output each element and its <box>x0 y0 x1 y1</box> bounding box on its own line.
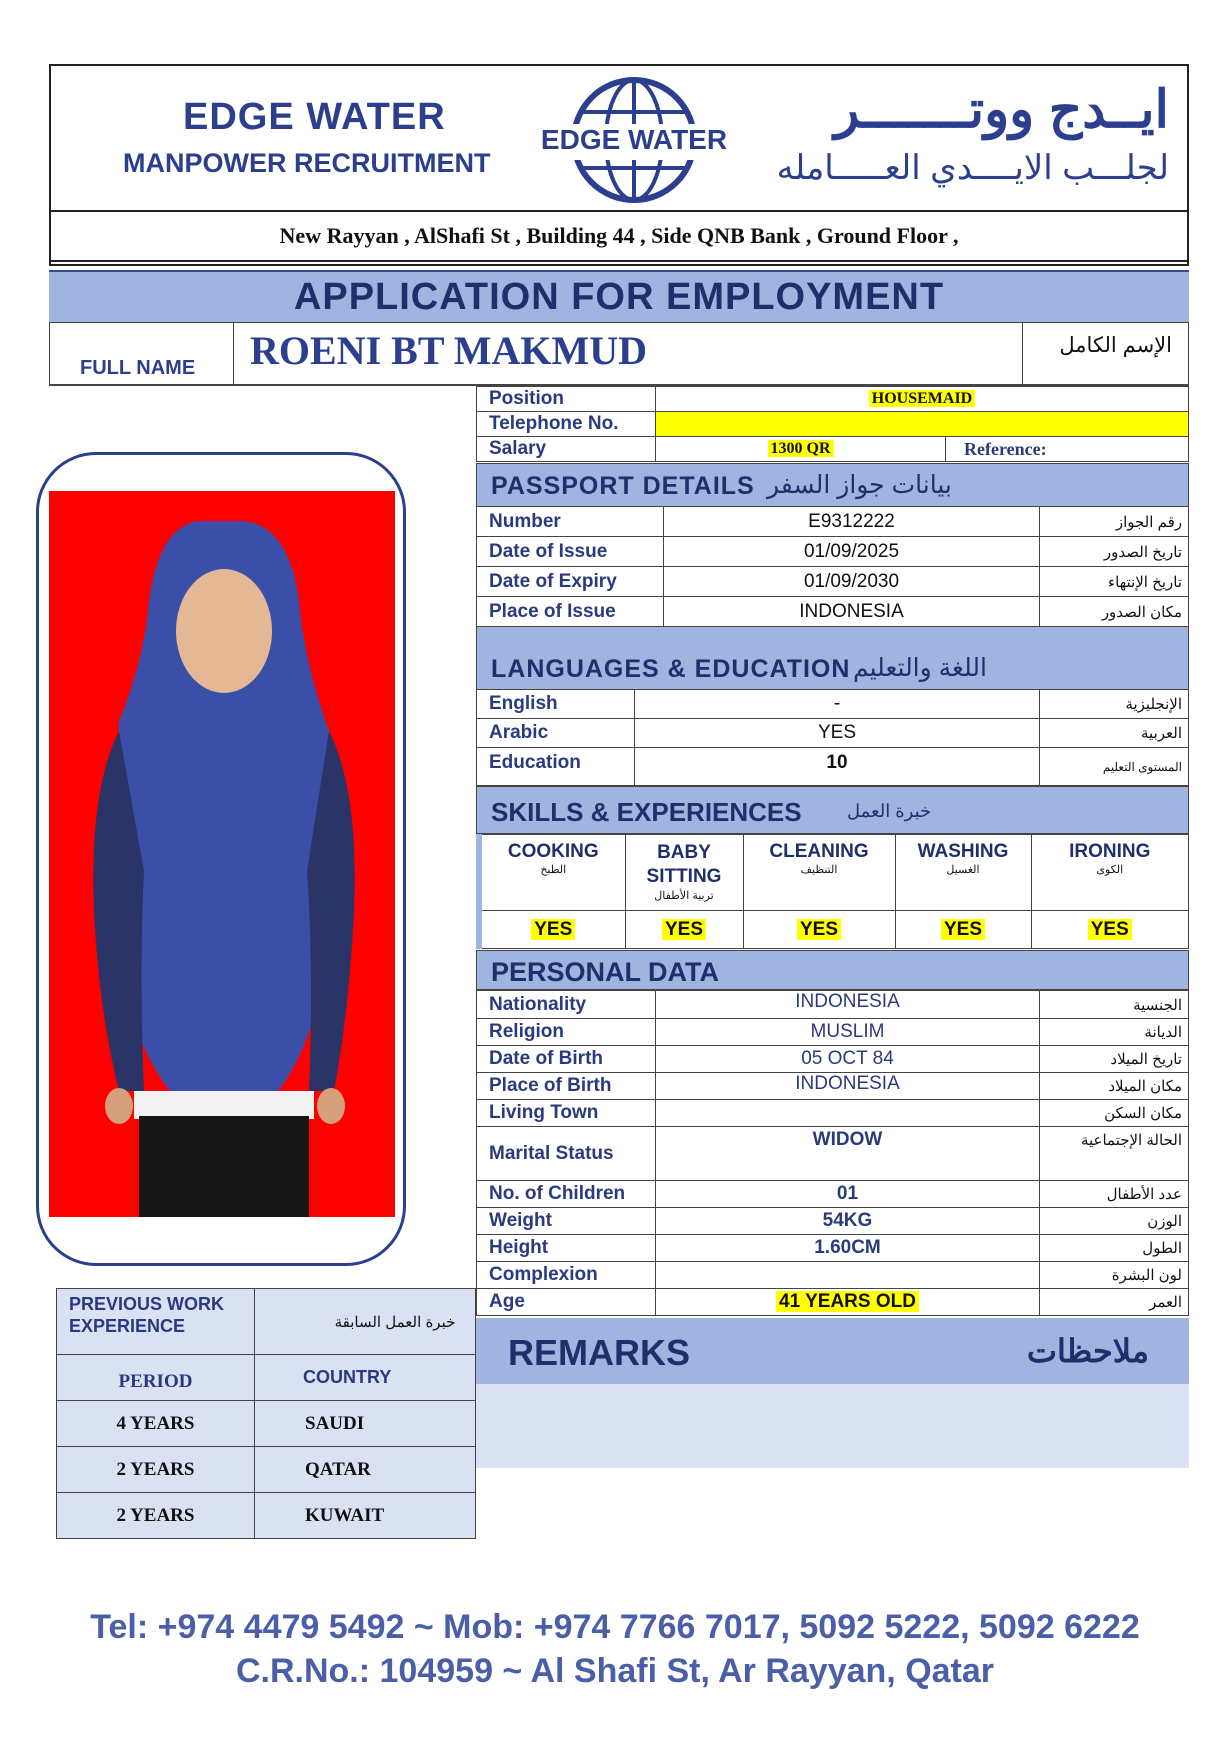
complexion-value <box>656 1262 1040 1289</box>
english-ar: الإنجليزية <box>1040 690 1189 719</box>
expiry-date-ar: تاريخ الإنتهاء <box>1040 567 1189 597</box>
living-town-label: Living Town <box>477 1100 656 1127</box>
work-experience-table <box>56 1288 476 1539</box>
applicant-photo <box>49 491 395 1217</box>
expiry-date-label: Date of Expiry <box>477 567 664 597</box>
expiry-date-value: 01/09/2030 <box>664 567 1040 597</box>
footer-contact: Tel: +974 4479 5492 ~ Mob: +974 7766 7017, 5092 5222, 5092 6222 <box>90 1608 1140 1646</box>
arabic-value: YES <box>635 719 1040 748</box>
position-value-cell <box>656 387 1189 412</box>
full-name-label-cell <box>50 323 234 385</box>
religion-value: MUSLIM <box>656 1019 1040 1046</box>
age-value: 41 YEARS OLD <box>776 1291 919 1312</box>
full-name-label: FULL NAME <box>80 357 196 379</box>
dob-value: 05 OCT 84 <box>656 1046 1040 1073</box>
passport-title: PASSPORT DETAILS <box>491 472 755 500</box>
table-row <box>57 1447 476 1493</box>
skill-washing-ar: الغسيل <box>946 864 980 876</box>
person-photo-icon <box>49 491 395 1217</box>
languages-table <box>476 689 1189 786</box>
height-ar: الطول <box>1040 1235 1189 1262</box>
skills-title-ar: خبرة العمل <box>847 801 932 821</box>
education-label: Education <box>477 748 635 786</box>
passport-header <box>476 463 1189 507</box>
education-ar: المستوى التعليم <box>1040 748 1189 786</box>
skill-cleaning-value: YES <box>797 919 841 940</box>
work-experience-title: PREVIOUS WORK EXPERIENCE <box>57 1289 255 1355</box>
personal-header <box>476 950 1189 990</box>
personal-table <box>476 990 1189 1316</box>
passport-row <box>477 567 1189 597</box>
arabic-ar: العربية <box>1040 719 1189 748</box>
complexion-label: Complexion <box>477 1262 656 1289</box>
passport-table <box>476 506 1189 627</box>
weight-value: 54KG <box>656 1208 1040 1235</box>
issue-date-ar: تاريخ الصدور <box>1040 537 1189 567</box>
arabic-label: Arabic <box>477 719 635 748</box>
skills-names-row <box>479 835 1189 911</box>
passport-number-value: E9312222 <box>664 507 1040 537</box>
height-value: 1.60CM <box>656 1235 1040 1262</box>
skills-title: SKILLS & EXPERIENCES <box>491 797 802 827</box>
salary-value: 1300 QR <box>768 440 834 457</box>
dob-ar: تاريخ الميلاد <box>1040 1046 1189 1073</box>
full-name-row <box>49 322 1189 386</box>
full-name-label-ar: الإسم الكامل <box>1059 334 1172 357</box>
age-ar: العمر <box>1040 1289 1189 1316</box>
skill-washing-label: WASHING <box>917 841 1009 862</box>
dob-label: Date of Birth <box>477 1046 656 1073</box>
passport-title-ar: بيانات جواز السفر <box>767 471 952 499</box>
marital-status-label: Marital Status <box>477 1127 656 1181</box>
skill-cooking-label: COOKING <box>507 841 599 862</box>
reference-label: Reference: <box>946 437 1189 462</box>
period-header: PERIOD <box>57 1355 255 1401</box>
country-header: COUNTRY <box>255 1355 476 1401</box>
company-subtitle-en: MANPOWER RECRUITMENT <box>123 148 491 178</box>
skill-baby-sitting-label: BABY SITTING <box>646 842 722 887</box>
remarks-title: REMARKS <box>508 1332 691 1373</box>
age-label: Age <box>477 1289 656 1316</box>
skill-ironing-label: IRONING <box>1069 841 1151 862</box>
logo-text: EDGE WATER <box>540 124 728 155</box>
full-name-value: ROENI BT MAKMUD <box>250 328 648 373</box>
company-subtitle-ar: لجلـــب الايــــدي العـــــامله <box>776 149 1169 187</box>
issue-place-value: INDONESIA <box>664 597 1040 627</box>
living-town-ar: مكان السكن <box>1040 1100 1189 1127</box>
skill-cleaning-label: CLEANING <box>769 841 869 862</box>
country-cell: QATAR <box>255 1447 476 1493</box>
period-cell: 2 YEARS <box>57 1447 255 1493</box>
skill-cooking-value: YES <box>531 919 575 940</box>
remarks-title-ar: ملاحظات <box>1026 1333 1149 1369</box>
company-logo <box>536 72 732 208</box>
issue-place-label: Place of Issue <box>477 597 664 627</box>
photo-frame <box>36 452 406 1266</box>
birthplace-label: Place of Birth <box>477 1073 656 1100</box>
skills-table <box>476 834 1189 949</box>
skill-washing <box>895 835 1031 911</box>
skill-cooking-ar: الطبخ <box>540 864 567 876</box>
english-value: - <box>635 690 1040 719</box>
skill-cleaning <box>743 835 895 911</box>
salary-value-cell <box>656 437 946 462</box>
skill-cooking <box>479 835 625 911</box>
religion-ar: الديانة <box>1040 1019 1189 1046</box>
languages-header <box>476 626 1189 690</box>
languages-title-ar: اللغة والتعليم <box>853 654 987 682</box>
marital-status-value: WIDOW <box>656 1127 1040 1181</box>
table-row <box>57 1493 476 1539</box>
weight-ar: الوزن <box>1040 1208 1189 1235</box>
skills-values-row <box>479 911 1189 949</box>
company-address: New Rayyan , AlShafi St , Building 44 , Side QNB Bank , Ground Floor , <box>51 210 1187 262</box>
religion-label: Religion <box>477 1019 656 1046</box>
children-value: 01 <box>656 1181 1040 1208</box>
letterhead <box>49 64 1189 266</box>
position-table <box>476 386 1189 462</box>
telephone-label: Telephone No. <box>477 412 656 437</box>
marital-status-ar: الحالة الإجتماعية <box>1040 1127 1189 1181</box>
children-label: No. of Children <box>477 1181 656 1208</box>
birthplace-ar: مكان الميلاد <box>1040 1073 1189 1100</box>
complexion-ar: لون البشرة <box>1040 1262 1189 1289</box>
skill-ironing-value-cell <box>1031 911 1189 949</box>
footer-registration: C.R.No.: 104959 ~ Al Shafi St, Ar Rayyan, Qatar <box>235 1652 995 1690</box>
weight-label: Weight <box>477 1208 656 1235</box>
full-name-ar-cell <box>1022 323 1188 385</box>
skill-baby-sitting-ar: تربية الأطفال <box>654 890 714 902</box>
position-label: Position <box>477 387 656 412</box>
skill-washing-value: YES <box>941 919 985 940</box>
telephone-value <box>656 412 1189 437</box>
skill-ironing <box>1031 835 1189 911</box>
issue-date-value: 01/09/2025 <box>664 537 1040 567</box>
skill-cleaning-value-cell <box>743 911 895 949</box>
skill-ironing-ar: الكوى <box>1096 864 1124 876</box>
passport-number-ar: رقم الجواز <box>1040 507 1189 537</box>
company-name-en: EDGE WATER <box>183 96 446 138</box>
issue-place-ar: مكان الصدور <box>1040 597 1189 627</box>
age-value-cell <box>656 1289 1040 1316</box>
salary-label: Salary <box>477 437 656 462</box>
languages-title: LANGUAGES & EDUCATION <box>491 655 851 683</box>
english-label: English <box>477 690 635 719</box>
living-town-value <box>656 1100 1040 1127</box>
children-ar: عدد الأطفال <box>1040 1181 1189 1208</box>
skill-cleaning-ar: التنظيف <box>800 864 838 876</box>
work-experience-title-ar: خبرة العمل السابقة <box>255 1289 476 1355</box>
page-title-band <box>49 270 1189 322</box>
skills-header <box>476 786 1189 834</box>
position-value: HOUSEMAID <box>869 390 975 407</box>
passport-row <box>477 537 1189 567</box>
passport-row <box>477 597 1189 627</box>
education-value: 10 <box>635 748 1040 786</box>
country-cell: KUWAIT <box>255 1493 476 1539</box>
skill-baby-sitting <box>625 835 743 911</box>
table-row <box>57 1401 476 1447</box>
birthplace-value: INDONESIA <box>656 1073 1040 1100</box>
period-cell: 4 YEARS <box>57 1401 255 1447</box>
company-name-ar: ايــدج ووتـــــــر <box>834 81 1169 139</box>
passport-row <box>477 507 1189 537</box>
letterhead-top <box>51 66 1187 210</box>
personal-title: PERSONAL DATA <box>491 957 720 987</box>
nationality-value: INDONESIA <box>656 991 1040 1019</box>
period-cell: 2 YEARS <box>57 1493 255 1539</box>
remarks-header <box>476 1318 1189 1384</box>
issue-date-label: Date of Issue <box>477 537 664 567</box>
skill-washing-value-cell <box>895 911 1031 949</box>
country-cell: SAUDI <box>255 1401 476 1447</box>
page-title: APPLICATION FOR EMPLOYMENT <box>293 275 945 318</box>
skill-cooking-value-cell <box>479 911 625 949</box>
skill-baby-sitting-value: YES <box>662 919 706 940</box>
passport-number-label: Number <box>477 507 664 537</box>
remarks-body <box>476 1384 1189 1468</box>
nationality-ar: الجنسية <box>1040 991 1189 1019</box>
height-label: Height <box>477 1235 656 1262</box>
skill-baby-sitting-value-cell <box>625 911 743 949</box>
skill-ironing-value: YES <box>1088 919 1132 940</box>
nationality-label: Nationality <box>477 991 656 1019</box>
